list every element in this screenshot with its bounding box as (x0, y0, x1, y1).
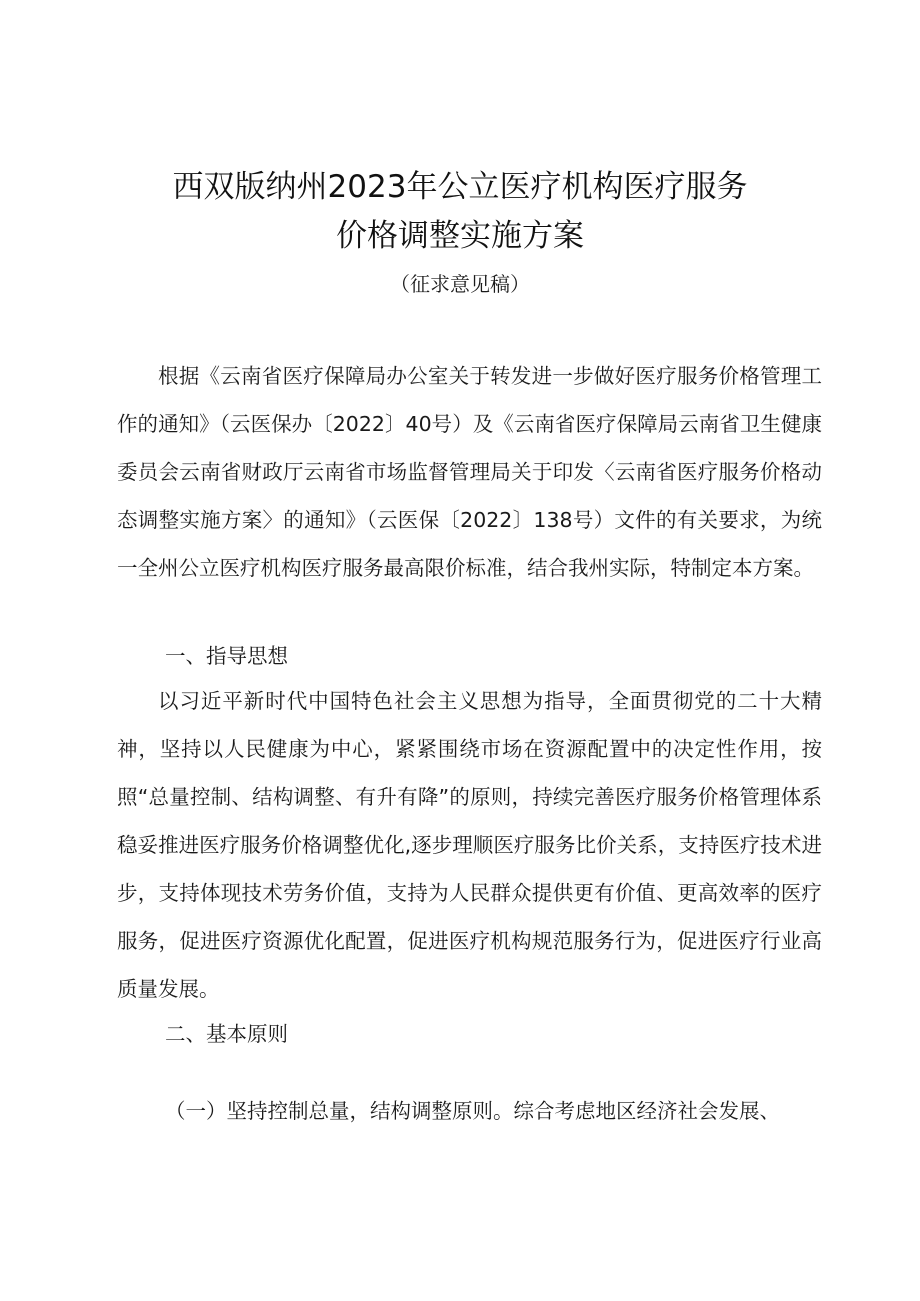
document-title-line-2: 价格调整实施方案 (336, 218, 584, 254)
document-title-line-1: 西双版纳州2023年公立医疗机构医疗服务 (172, 169, 748, 205)
section-2-item-1: （一）坚持控制总量，结构调整原则。综合考虑地区经济社会发展、 (165, 1099, 780, 1123)
intro-paragraph: 根据《云南省医疗保障局办公室关于转发进一步做好医疗服务价格管理工作的通知》（云医保办〔2022〕40号）及《云南省医疗保障局云南省卫生健康委员会云南省财政厅云南省市场监督管理局关于印发〈云南省医疗服务价格动态调整实施方案〉的通知》（云医保〔2022〕138号）文件的有关要求，为统一全州公立医疗机构医疗服务最高限价标准，结合我州实际，特制定本方案。 (117, 364, 822, 580)
section-1-heading: 一、指导思想 (165, 644, 288, 668)
section-2-heading: 二、基本原则 (165, 1022, 288, 1046)
document-subtitle: （征求意见稿） (390, 272, 530, 296)
section-1-paragraph: 以习近平新时代中国特色社会主义思想为指导，全面贯彻党的二十大精神，坚持以人民健康为中心，紧紧围绕市场在资源配置中的决定性作用，按照“总量控制、结构调整、有升有降”的原则，持续完善医疗服务价格管理体系稳妥推进医疗服务价格调整优化,逐步理顺医疗服务比价关系，支持医疗技术进步，支持体现技术劳务价值，支持为人民群众提供更有价值、更高效率的医疗服务，促进医疗资源优化配置，促进医疗机构规范服务行为，促进医疗行业高质量发展。 (117, 689, 822, 1001)
